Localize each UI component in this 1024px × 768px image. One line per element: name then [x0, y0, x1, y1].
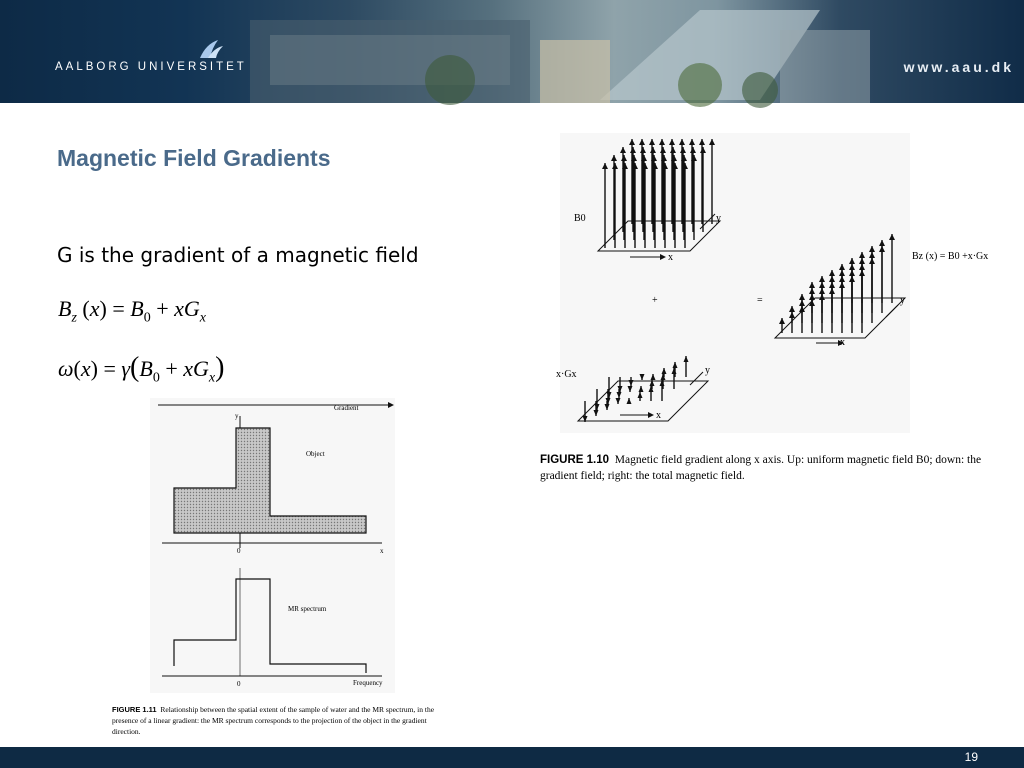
page-title: Magnetic Field Gradients — [57, 145, 331, 171]
y-axis-label-bottom: y — [705, 365, 710, 376]
b0-label: B0 — [574, 213, 586, 224]
body-text: G is the gradient of a magnetic field — [57, 243, 419, 267]
figure-1-10-caption-text: Magnetic field gradient along x axis. Up: uniform magnetic field B0; down: the gradient field; right: the total magnetic field. — [540, 454, 982, 482]
x-axis-label-bottom: x — [656, 410, 661, 421]
mr-spectrum-label: MR spectrum — [288, 605, 327, 613]
figure-1-11-caption — [112, 704, 442, 737]
plus-sign: + — [652, 295, 658, 306]
y-axis-label-top: y — [716, 213, 721, 224]
figure-1-11 — [150, 398, 395, 693]
campus-photo — [0, 0, 1024, 103]
header-banner — [0, 0, 1024, 103]
equation-bz: $B_z$ $(x) = B_0 + xG_x$ — [58, 296, 206, 326]
object-x-label: x — [380, 547, 384, 555]
total-field-label: Bz (x) = B0 +x·Gx — [912, 251, 989, 262]
object-y-label: y — [235, 412, 239, 420]
gradient-label: Gradient — [334, 404, 359, 412]
frequency-label: Frequency — [353, 679, 383, 687]
figure-1-10-caption-label: FIGURE 1.10 — [540, 454, 610, 466]
figure-1-11-caption-text: Relationship between the spatial extent of the sample of water and the MR spectrum, in the presence of a linear gradient: the MR spectrum corresponds to the projection of the object in the gradient direction. — [112, 705, 435, 736]
equation-omega: $\omega(x) = \gamma(B_0 + xG_x)$ — [58, 352, 225, 386]
spectrum-origin-label: 0 — [237, 680, 241, 688]
x-axis-label-top: x — [668, 252, 673, 263]
object-origin-label: 0 — [237, 547, 241, 555]
equals-sign: = — [757, 295, 763, 306]
website-url[interactable]: www.aau.dk — [903, 59, 1014, 75]
object-label: Object — [306, 450, 325, 458]
y-axis-label-right: y — [900, 295, 905, 306]
figure-1-10-caption — [540, 452, 1020, 484]
university-name: AALBORG UNIVERSITET — [55, 61, 247, 73]
x-axis-label-right: x — [840, 337, 845, 348]
aau-logo-icon — [198, 38, 224, 60]
footer-bar — [0, 747, 1024, 768]
page-number: 19 — [964, 750, 978, 764]
figure-1-11-caption-label: FIGURE 1.11 — [112, 705, 157, 714]
figure-1-10 — [556, 133, 989, 433]
gradient-field-label: x·Gx — [556, 369, 577, 380]
